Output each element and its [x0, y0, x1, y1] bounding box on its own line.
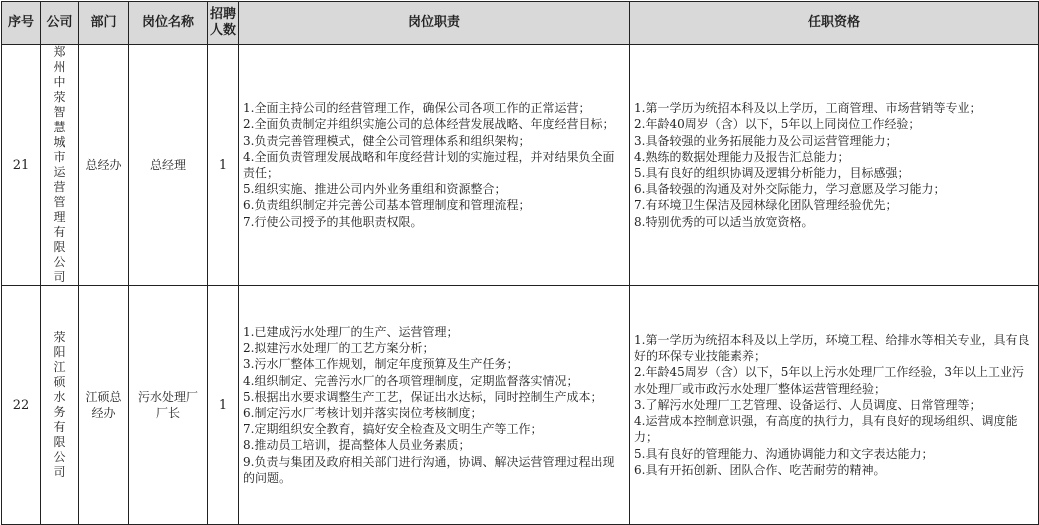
duty-item: 9.负责与集团及政府相关部门进行沟通，协调、解决运营管理过程出现的问题。: [243, 454, 615, 485]
duty-item: 3.污水厂整体工作规划，制定年度预算及生产任务；: [243, 357, 519, 372]
duty-item: 6.负责组织制定并完善公司基本管理制度和管理流程；: [243, 198, 531, 213]
duty-item: 5.组织实施、推进公司内外业务重组和资源整合；: [243, 182, 507, 197]
row-seq: 22: [2, 286, 41, 525]
row-quals: [630, 286, 1039, 525]
header-count: 招聘人数: [208, 2, 239, 45]
table-row: [2, 45, 1039, 286]
qual-item: 5.具有良好的管理能力、沟通协调能力和文字表达能力；: [634, 446, 934, 461]
header-dept: 部门: [79, 2, 129, 45]
duty-item: 3.负责完善管理模式，健全公司管理体系和组织架构；: [243, 133, 531, 148]
qual-item: 4.熟练的数据处理能力及报告汇总能力；: [634, 149, 850, 164]
qual-item: 2.年龄40周岁（含）以下，5年以上同岗位工作经验；: [634, 117, 921, 132]
row-company: 郑州中荥智慧城市运营管理有限公司: [41, 45, 79, 286]
qual-item: 1.第一学历为统招本科及以上学历，工商管理、市场营销等专业；: [634, 101, 982, 116]
table-row: [2, 286, 1039, 525]
row-count: 1: [208, 286, 239, 525]
duty-item: 2.全面负责制定并组织实施公司的总体经营发展战略、年度经营目标；: [243, 117, 615, 132]
qual-item: 7.有环境卫生保洁及园林绿化团队管理经验优先；: [634, 198, 898, 213]
row-position: 总经理: [129, 45, 208, 286]
row-duties: [239, 45, 630, 286]
row-dept: 总经办: [79, 45, 129, 286]
row-quals: [630, 45, 1039, 286]
header-duties: 岗位职责: [239, 2, 630, 45]
duty-item: 8.推动员工培训，提高整体人员业务素质；: [243, 438, 471, 453]
qual-item: 6.具备较强的沟通及对外交际能力，学习意愿及学习能力；: [634, 182, 946, 197]
duty-item: 1.已建成污水处理厂的生产、运营管理；: [243, 324, 459, 339]
duty-item: 6.制定污水厂考核计划并落实岗位考核制度；: [243, 406, 483, 420]
qual-item: 3.具备较强的业务拓展能力及公司运营管理能力；: [634, 133, 898, 148]
row-seq: 21: [2, 45, 41, 286]
duty-item: 7.行使公司授予的其他职责权限。: [243, 214, 423, 229]
row-company: 荥阳江硕水务有限公司: [41, 286, 79, 525]
qual-item: 6.具有开拓创新、团队合作、吃苦耐劳的精神。: [634, 462, 886, 477]
duty-item: 5.根据出水要求调整生产工艺，保证出水达标，同时控制生产成本；: [243, 389, 603, 404]
qual-item: 8.特别优秀的可以适当放宽资格。: [634, 214, 814, 229]
duty-item: 4.全面负责管理发展战略和年度经营计划的实施过程，并对结果负全面责任；: [243, 149, 615, 180]
header-seq: 序号: [2, 2, 41, 45]
duty-item: 4.组织制定、完善污水厂的各项管理制度，定期监督落实情况；: [243, 373, 579, 388]
qual-item: 3.了解污水处理厂工艺管理、设备运行、人员调度、日常管理等；: [634, 397, 982, 412]
duty-item: 7.定期组织安全教育，搞好安全检查及文明生产等工作；: [243, 422, 543, 437]
row-position: 污水处理厂厂长: [129, 286, 208, 525]
header-company: 公司: [41, 2, 79, 45]
qual-item: 4.运营成本控制意识强，有高度的执行力，具有良好的现场组织、调度能力；: [634, 414, 1018, 445]
qual-item: 1.第一学历为统招本科及以上学历，环境工程、给排水等相关专业，具有良好的环保专业技能素养；: [634, 333, 1030, 364]
row-count: 1: [208, 45, 239, 286]
header-position: 岗位名称: [129, 2, 208, 45]
header-row: [2, 2, 1039, 45]
duty-item: 1.全面主持公司的经营管理工作，确保公司各项工作的正常运营；: [243, 101, 591, 116]
recruitment-table: [1, 1, 1039, 525]
header-quals: 任职资格: [630, 2, 1039, 45]
row-dept: 江硕总经办: [79, 286, 129, 525]
qual-item: 5.具有良好的组织协调及逻辑分析能力，目标感强；: [634, 166, 910, 180]
row-duties: [239, 286, 630, 525]
qual-item: 2.年龄45周岁（含）以下，5年以上污水处理厂工作经验，3年以上工业污水处理厂或市政污水处理厂整体运营管理经验；: [634, 365, 1024, 396]
duty-item: 2.拟建污水处理厂的工艺方案分析；: [243, 341, 435, 356]
